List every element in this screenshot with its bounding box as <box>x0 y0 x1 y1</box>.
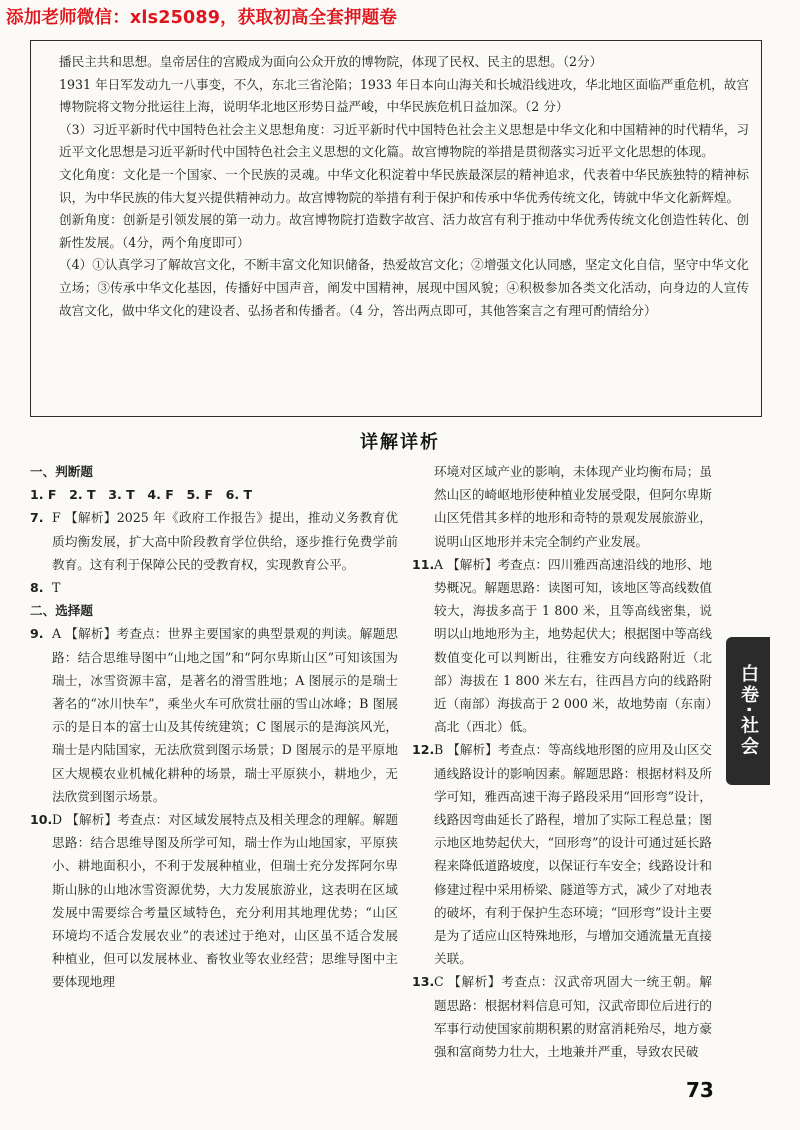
item-text: 环境对区域产业的影响，未体现产业均衡布局；虽然山区的崎岖地形使种植业发展受限，但阿尔卑斯山区凭借其多样的地形和奇特的景观发展旅游业，说明山区地形并未完全制约产业发展。 <box>434 464 712 549</box>
choice-heading: 二、选择题 <box>30 603 93 619</box>
item-number: 10. <box>30 812 53 828</box>
item-text: D 【解析】考查点：对区域发展特点及相关理念的理解。解题思路：结合思维导图及所学可知，瑞士作为山地国家，平原狭小、耕地面积小，不利于发展种植业，但瑞士充分发挥阿尔卑斯山脉的山地冰雪资源优势，大力发展旅游业，这表明在区域发展中需要综合考量区域特色，充分利用其地理优势；“山区环境均不适合发展农业”的表述过于绝对，山区虽不适合发展种植业，但可以发展林业、畜牧业等农业经营；思维导图中主要体现地理 <box>52 812 398 990</box>
item-number: 8. <box>30 580 44 596</box>
tf-answers: 1. F 2. T 3. T 4. F 5. F 6. T <box>30 487 253 503</box>
answer-paragraph: 1931 年日军发动九一八事变，不久，东北三省沦陷；1933 年日本向山海关和长城沿线进攻，华北地区面临严重危机，故宫博物院将文物分批运往上海，说明华北地区形势日益严峻，中华民族危机日益加深。（2 分） <box>59 76 749 115</box>
answer-item-10-continued <box>412 460 712 553</box>
answer-item-13 <box>412 970 712 1063</box>
item-text: T <box>52 580 61 596</box>
answer-paragraph: （4）①认真学习了解故宫文化，不断丰富文化知识储备，热爱故宫文化；②增强文化认同感，坚定文化自信，坚守中华文化立场；③传承中华文化基因，传播好中国声音，阐发中国精神，展现中国风貌；④积极参加各类文化活动，向身边的人宣传故宫文化，做中华文化的建设者、弘扬者和传播者。（4 分，答出两点即可，其他答案言之有理可酌情给分） <box>59 257 749 318</box>
answer-paragraph: （3）习近平新时代中国特色社会主义思想角度：习近平新时代中国特色社会主义思想是中华文化和中国精神的时代精华，习近平文化思想是习近平新时代中国特色社会主义思想的文化篇。故宫博物院的举措是贯彻落实习近平文化思想的体现。 <box>59 121 749 160</box>
answer-box <box>30 40 762 417</box>
answer-item-10 <box>30 808 398 994</box>
item-text: A 【解析】考查点：四川雅西高速沿线的地形、地势概况。解题思路：读图可知，该地区等高线数值较大，海拔多高于 1 800 米，且等高线密集，说明以山地地形为主，地势起伏大；根据图中等高线数值变化可以判断出，往雅安方向线路附近（北部）海拔在 1 800 米左右，往西昌方向的线路附近（南部）海拔高于 2 000 米，故地势南（东南）高北（西北）低。 <box>434 556 712 735</box>
item-number: 9. <box>30 626 44 642</box>
page-number: 73 <box>686 1078 714 1102</box>
item-text: A 【解析】考查点：世界主要国家的典型景观的判读。解题思路：结合思维导图中“山地之国”和“阿尔卑斯山区”可知该国为瑞士，冰雪资源丰富，是著名的滑雪胜地；A 图展示的是瑞士著名的“冰川快车”，乘坐火车可欣赏壮丽的雪山冰峰；B 图展示的是日本的富士山及其传统建筑；C 图展示的是海滨风光，瑞士是内陆国家，无法欣赏到图示场景；D 图展示的是平原地区大规模农业机械化耕种的场景，瑞士平原狭小，耕地少，无法欣赏到图示场景。 <box>52 626 398 804</box>
item-text: B 【解析】考查点：等高线地形图的应用及山区交通线路设计的影响因素。解题思路：根据材料及所学可知，雅西高速干海子路段采用“回形弯”设计，线路因弯曲延长了路程，增加了实际工程总量；图示地区地势起伏大，“回形弯”的设计可通过延长路程来降低道路坡度，以保证行车安全；线路设计和修建过程中采用桥梁、隧道等方式，减少了对地表的破坏，有利于保护生态环境；“回形弯”设计主要是为了适应山区特殊地形，与增加交通流量无直接关联。 <box>434 742 712 967</box>
right-column <box>412 460 712 1063</box>
answer-paragraph: 创新角度：创新是引领发展的第一动力。故宫博物院打造数字故宫、活力故宫有利于推动中华优秀传统文化创造性转化、创新性发展。（4分，两个角度即可） <box>59 212 749 250</box>
item-number: 7. <box>30 510 44 526</box>
answer-item-7 <box>30 506 398 576</box>
left-column <box>30 460 398 994</box>
answer-item-8 <box>30 576 398 599</box>
item-number: 12. <box>412 742 435 758</box>
answer-item-9 <box>30 622 398 808</box>
item-text: C 【解析】考查点：汉武帝巩固大一统王朝。解题思路：根据材料信息可知，汉武帝即位后进行的军事行动使国家前期积累的财富消耗殆尽，地方豪强和富商势力壮大，土地兼并严重，导致农民破 <box>434 974 712 1060</box>
watermark-text: 添加老师微信：xls25089，获取初高全套押题卷 <box>6 8 398 28</box>
answer-paragraph: 文化角度：文化是一个国家、一个民族的灵魂。中华文化积淀着中华民族最深层的精神追求，代表着中华民族独特的精神标识，为中华民族的伟大复兴提供精神动力。故宫博物院的举措有利于保护和传承中华优秀传统文化，铸就中华文化新辉煌。 <box>59 166 749 205</box>
side-tab-label: 白卷·社会 <box>738 664 759 758</box>
section-title: 详解详析 <box>360 432 440 453</box>
item-number: 11. <box>412 556 435 572</box>
answer-paragraph: 播民主共和思想。皇帝居住的宫殿成为面向公众开放的博物院，体现了民权、民主的思想。（2分） <box>59 54 603 69</box>
answer-item-11 <box>412 553 712 739</box>
side-tab <box>726 637 770 785</box>
answer-item-12 <box>412 738 712 970</box>
item-text: F 【解析】2025 年《政府工作报告》提出，推动义务教育优质均衡发展，扩大高中阶段教育学位供给，逐步推行免费学前教育。这有利于保障公民的受教育权，实现教育公平。 <box>52 510 398 572</box>
item-number: 13. <box>412 974 435 990</box>
judgment-heading: 一、判断题 <box>30 464 93 479</box>
